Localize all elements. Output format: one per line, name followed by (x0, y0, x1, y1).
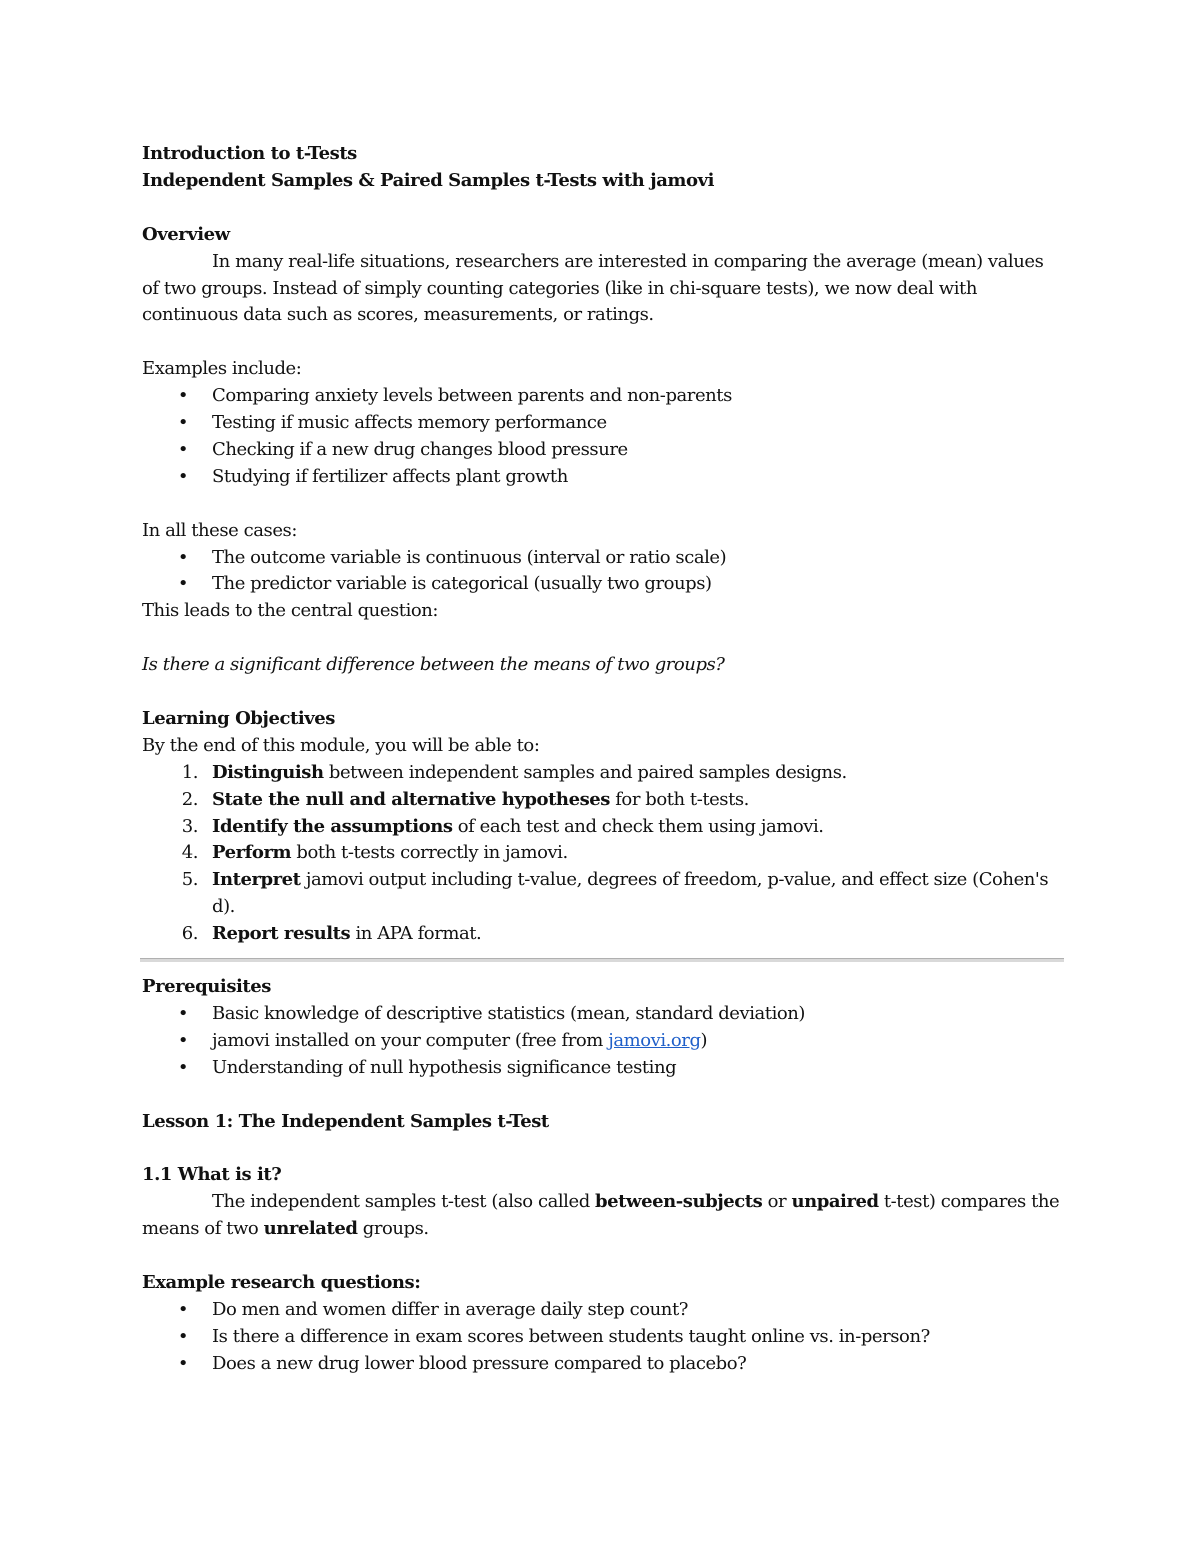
examples-list (142, 383, 1062, 491)
document-subtitle: Independent Samples & Paired Samples t-Tests with jamovi (142, 169, 714, 191)
list-item: • Does a new drug lower blood pressure compared to placebo? (142, 1351, 1062, 1378)
bullet-icon: • (177, 465, 189, 487)
objectives-heading: Learning Objectives (142, 707, 335, 729)
list-item: 5. Interpret jamovi output including t-value, degrees of freedom, p-value, and effect size (Cohen's d). (181, 869, 1049, 918)
document-title: Introduction to t-Tests (142, 143, 357, 164)
overview-heading: Overview (142, 223, 230, 245)
research-questions-heading: Example research questions: (142, 1272, 421, 1294)
list-item: • Comparing anxiety levels between parents and non-parents (142, 383, 1062, 410)
objectives-list (142, 760, 1062, 948)
list-item: • Is there a difference in exam scores between students taught online vs. in-person? (142, 1324, 1062, 1351)
central-question: Is there a significant difference between the means of two groups? (142, 654, 725, 676)
lesson1-heading: Lesson 1: The Independent Samples t-Test (142, 1110, 549, 1132)
lesson1-paragraph: The independent samples t-test (also called between-subjects or unpaired t-test) compares the means of two unrelated groups. (142, 1191, 1060, 1240)
bullet-icon: • (177, 385, 189, 407)
list-item: 1. Distinguish between independent samples and paired samples designs. (181, 761, 847, 783)
bullet-icon: • (177, 1352, 189, 1374)
document-body (142, 141, 1062, 1378)
bullet-icon: • (177, 573, 189, 595)
list-item: 6. Report results in APA format. (181, 923, 482, 945)
list-item: • Understanding of null hypothesis significance testing (142, 1055, 1062, 1082)
list-item: • Do men and women differ in average daily step count? (142, 1297, 1062, 1324)
cases-lead: This leads to the central question: (142, 600, 439, 622)
list-item: • Checking if a new drug changes blood pressure (142, 437, 1062, 464)
bullet-icon: • (177, 1056, 189, 1078)
research-questions-list (142, 1297, 1062, 1378)
list-item: 4. Perform both t-tests correctly in jamovi. (181, 842, 568, 864)
overview-paragraph: In many real-life situations, researchers are interested in comparing the average (mean) values of two groups. Instead of simply counting categories (like in chi-square tests), we now deal with continuous data such as scores, measurements, or ratings. (142, 250, 1044, 326)
bullet-icon: • (177, 1298, 189, 1320)
bullet-icon: • (177, 546, 189, 568)
list-item: • Testing if music affects memory performance (142, 410, 1062, 437)
bullet-icon: • (177, 1003, 189, 1025)
prerequisites-heading: Prerequisites (142, 976, 271, 998)
lesson1-subheading: 1.1 What is it? (142, 1164, 282, 1186)
jamovi-link[interactable]: jamovi.org (608, 1029, 701, 1051)
list-item: • The outcome variable is continuous (interval or ratio scale) (142, 545, 1062, 572)
list-item: 3. Identify the assumptions of each test and check them using jamovi. (181, 815, 824, 837)
list-item: • The predictor variable is categorical (usually two groups) (142, 571, 1062, 598)
list-item: • jamovi installed on your computer (free from jamovi.org) (142, 1028, 1062, 1055)
horizontal-divider (140, 958, 1064, 962)
objectives-intro: By the end of this module, you will be able to: (142, 734, 540, 756)
bullet-icon: • (177, 1029, 189, 1051)
list-item: 2. State the null and alternative hypotheses for both t-tests. (181, 788, 749, 810)
cases-intro: In all these cases: (142, 519, 297, 541)
examples-intro: Examples include: (142, 358, 302, 380)
cases-list (142, 545, 1062, 599)
prerequisites-list (142, 1001, 1062, 1082)
list-item: • Basic knowledge of descriptive statistics (mean, standard deviation) (142, 1001, 1062, 1028)
bullet-icon: • (177, 412, 189, 434)
bullet-icon: • (177, 438, 189, 460)
bullet-icon: • (177, 1325, 189, 1347)
list-item: • Studying if fertilizer affects plant growth (142, 464, 1062, 491)
